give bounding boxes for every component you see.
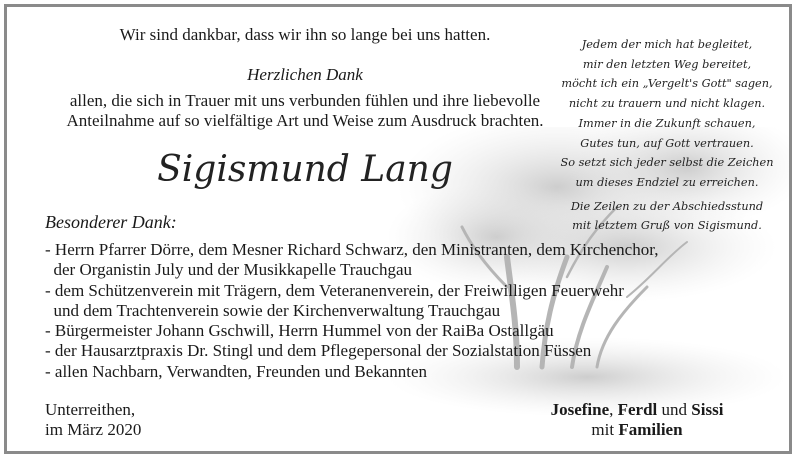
special-thanks-list	[45, 240, 658, 382]
special-thanks-line: - Herrn Pfarrer Dörre, dem Mesner Richard Schwarz, den Ministranten, dem Kirchenchor,	[45, 240, 659, 259]
thanks-body-line: allen, die sich in Trauer mit uns verbunden fühlen und ihre liebevolle	[69, 91, 541, 110]
signature-names	[507, 400, 767, 420]
special-thanks-line: - allen Nachbarn, Verwandten, Freunden und Bekannten	[45, 361, 428, 381]
poem-line: um dieses Endziel zu erreichen.	[575, 175, 759, 189]
poem-closing-line: mit letztem Gruß von Sigismund.	[572, 219, 762, 233]
signature-name: Ferdl	[617, 400, 658, 419]
special-thanks-line: - dem Schützenverein mit Trägern, dem Veteranenverein, der Freiwilligen Feuerwehr	[45, 280, 624, 300]
special-thanks-line: und dem Trachtenverein sowie der Kirchenverwaltung Trauchgau	[45, 300, 501, 320]
poem-closing-line: Die Zeilen zu der Abschiedsstund	[570, 199, 764, 213]
signature-separator: ,	[609, 400, 618, 419]
thanks-body	[7, 91, 603, 131]
special-thanks-heading: Besonderer Dank:	[45, 212, 177, 232]
thanks-body-line: Anteilnahme auf so vielfältige Art und Weise zum Ausdruck brachten.	[66, 111, 544, 130]
obituary-notice	[4, 4, 792, 454]
special-thanks-line: der Organistin July und der Musikkapelle Trauchgau	[45, 260, 413, 280]
poem-line: So setzt sich jeder selbst die Zeichen	[560, 156, 774, 170]
thanks-heading: Herzlichen Dank	[247, 65, 363, 84]
signature-conjunction: und	[657, 400, 692, 419]
special-thanks-line: - der Hausarztpraxis Dr. Stingl und dem Pflegepersonal der Sozialstation Füssen	[45, 341, 592, 361]
poem-line: Immer in die Zukunft schauen,	[578, 116, 756, 130]
place: Unterreithen,	[45, 400, 136, 419]
gratitude-line: Wir sind dankbar, dass wir ihn so lange bei uns hatten.	[119, 25, 491, 44]
poem-line: mir den letzten Weg bereitet,	[582, 57, 752, 71]
date: im März 2020	[45, 420, 142, 439]
signature-name: Josefine	[550, 400, 610, 419]
poem-line: nicht zu trauern und nicht klagen.	[568, 97, 766, 111]
signature-families	[507, 420, 767, 440]
signature	[507, 400, 767, 440]
signature-name: Sissi	[691, 400, 724, 419]
special-thanks-line: - Bürgermeister Johann Gschwill, Herrn Hummel von der RaiBa Ostallgäu	[45, 321, 554, 341]
signature-with: mit	[591, 420, 619, 439]
signature-families-label: Familien	[618, 420, 683, 439]
deceased-name: Sigismund Lang	[157, 149, 453, 190]
poem-line: Jedem der mich hat begleitet,	[581, 38, 753, 51]
poem-line: Gutes tun, auf Gott vertrauen.	[580, 136, 754, 150]
poem	[547, 35, 787, 236]
place-date	[45, 400, 141, 440]
poem-line: möcht ich ein „Vergelt's Gott" sagen,	[561, 77, 773, 91]
